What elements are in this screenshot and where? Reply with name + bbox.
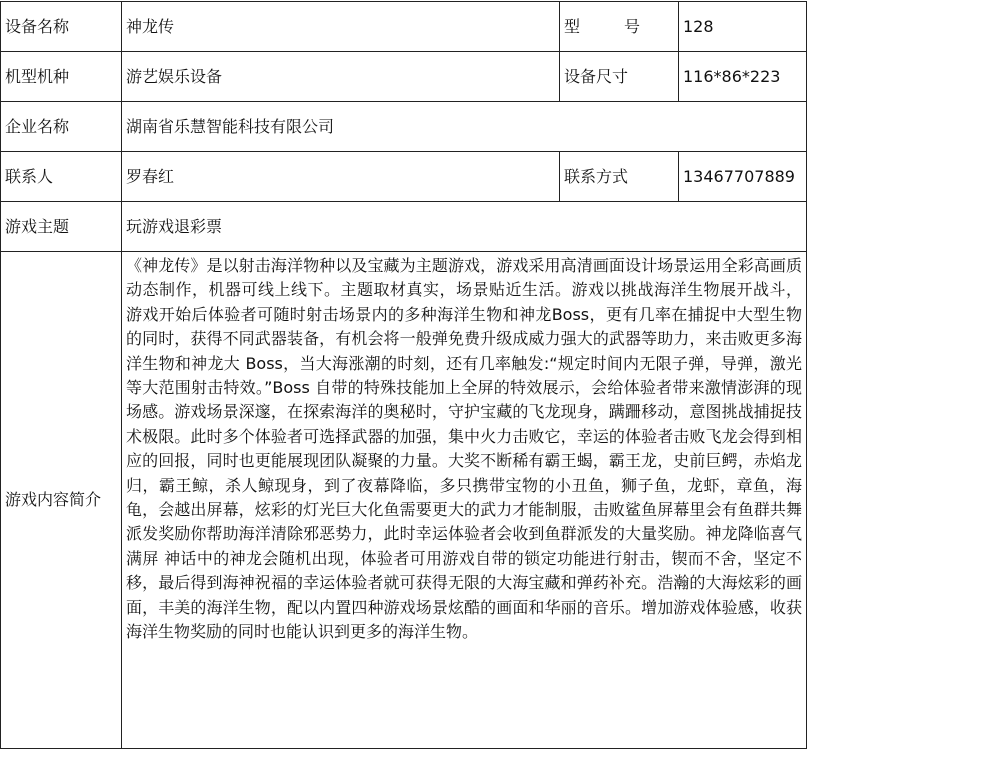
row-game-theme [1,202,807,252]
game-intro-label: 游戏内容简介 [1,252,122,749]
row-contact [1,152,807,202]
company-value: 湖南省乐慧智能科技有限公司 [122,102,807,152]
device-info-table [0,1,807,749]
model-value: 128 [679,2,807,52]
device-size-value: 116*86*223 [679,52,807,102]
row-machine-type [1,52,807,102]
row-game-intro [1,252,807,749]
model-label-right: 号 [623,16,640,36]
model-label [564,16,640,38]
device-size-label: 设备尺寸 [560,52,679,102]
row-company [1,102,807,152]
machine-type-label: 机型机种 [1,52,122,102]
game-theme-value: 玩游戏退彩票 [122,202,807,252]
contact-person-value: 罗春红 [122,152,560,202]
company-label: 企业名称 [1,102,122,152]
model-label-left: 型 [564,16,581,36]
device-name-label: 设备名称 [1,2,122,52]
device-name-value: 神龙传 [122,2,560,52]
machine-type-value: 游艺娱乐设备 [122,52,560,102]
model-label-cell [560,2,679,52]
row-device-name [1,2,807,52]
contact-method-label: 联系方式 [560,152,679,202]
contact-method-value: 13467707889 [679,152,807,202]
game-theme-label: 游戏主题 [1,202,122,252]
contact-person-label: 联系人 [1,152,122,202]
game-intro-text: 《神龙传》是以射击海洋物种以及宝藏为主题游戏，游戏采用高清画面设计场景运用全彩高画质动态制作，机器可线上线下。主题取材真实，场景贴近生活。游戏以挑战海洋生物展开战斗， 游戏开始后体验者可随时射击场景内的多种海洋生物和神龙Boss，更有几率在捕捉中大型生物的同时，获得不同武器装备，有机会将一般弹免费升级成威力强大的武器等助力，来击败更多海洋生物和神龙大 Boss，当大海涨潮的时刻，还有几率触发:“规定时间内无限子弹，导弹，激光等大范围射击特效。”Boss 自带的特殊技能加上全屏的特效展示，会给体验者带来激情澎湃的现场感。游戏场景深邃，在探索海洋的奥秘时，守护宝藏的飞龙现身，蹒跚移动，意图挑战捕捉技术极限。此时多个体验者可选择武器的加强，集中火力击败它，幸运的体验者击败飞龙会得到相应的回报，同时也更能展现团队凝聚的力量。大奖不断稀有霸王蝎，霸王龙，史前巨鳄，赤焰龙归，霸王鲸，杀人鲸现身，到了夜幕降临，多只携带宝物的小丑鱼，狮子鱼，龙虾，章鱼，海龟，会越出屏幕，炫彩的灯光巨大化鱼需要更大的武力才能制服，击败鲨鱼屏幕里会有鱼群共舞派发奖励你帮助海洋清除邪恶势力，此时幸运体验者会收到鱼群派发的大量奖励。神龙降临喜气满屏 神话中的神龙会随机出现，体验者可用游戏自带的锁定功能进行射击，锲而不舍，坚定不移，最后得到海神祝福的幸运体验者就可获得无限的大海宝藏和弹药补充。浩瀚的大海炫彩的画面，丰美的海洋生物，配以内置四种游戏场景炫酷的画面和华丽的音乐。增加游戏体验感，收获海洋生物奖励的同时也能认识到更多的海洋生物。 [126,256,802,642]
game-intro-cell [122,252,807,749]
